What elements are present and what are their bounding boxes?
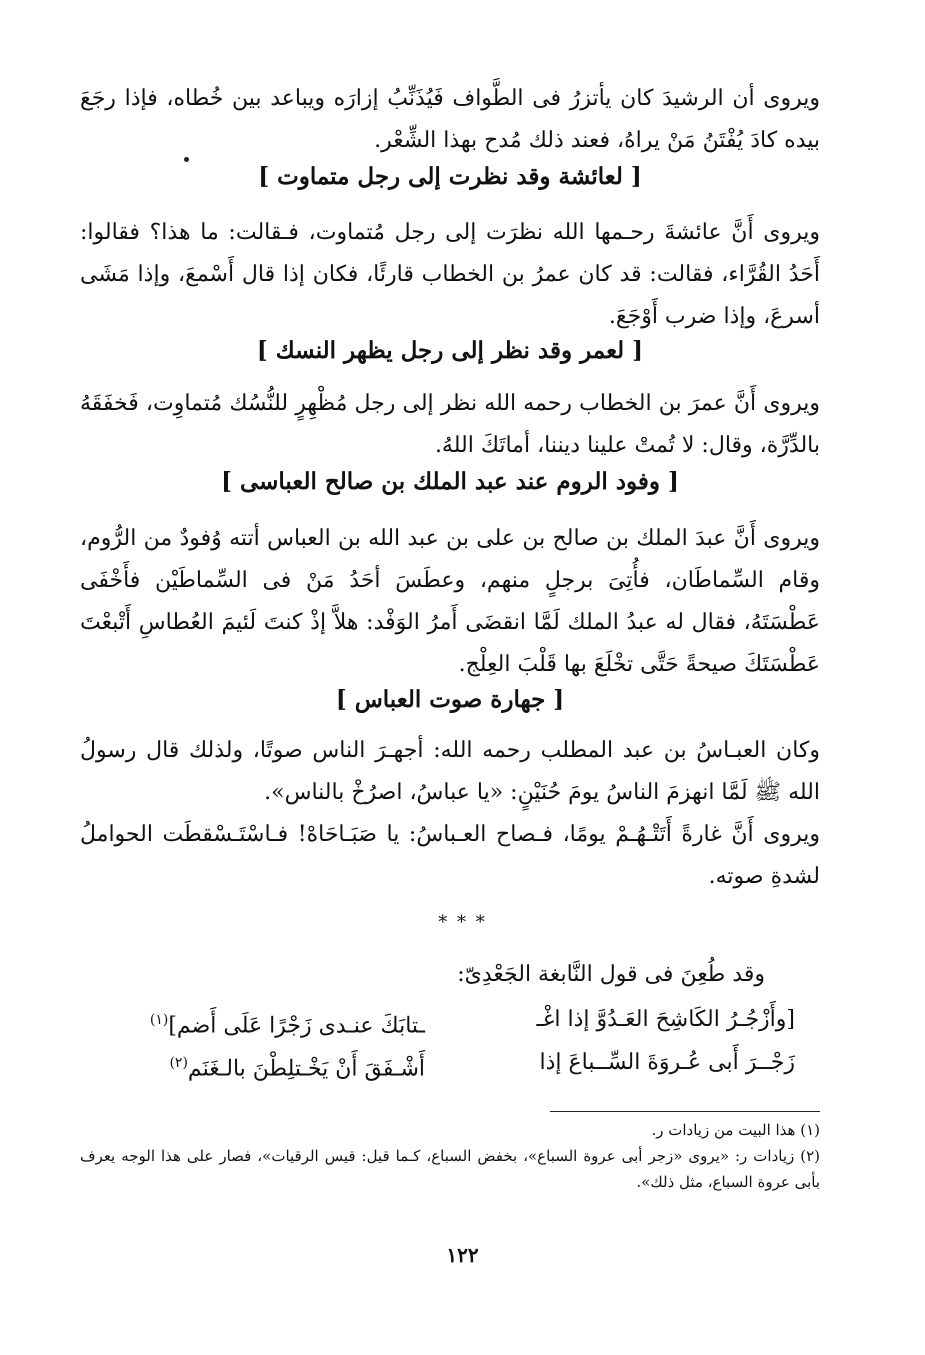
footnote-marker: (٢) xyxy=(169,1055,188,1071)
paragraph-abbas-raid: ويروى أَنَّ غارةً أَتَتْـهُـمْ يومًا، فـصاح العـباسُ: يا صَبَـاحَاهْ! فـاسْتَـسْقطَت الحواملُ لشدةِ صوته. xyxy=(80,822,820,889)
footnote-marker: (١) xyxy=(149,1012,169,1028)
page-number: ١٢٢ xyxy=(446,1243,479,1267)
paragraph-aisha: ويروى أَنَّ عائشةَ رحـمها الله نظرَت إلى رجل مُتماوت، فـقالت: ما هذا؟ فقالوا: أَحَدُ القُرَّاء، فقالت: قد كان عمرُ بن الخطاب قارئًا، فكان إذا قال أَسْمعَ، وإذا مَشَى أسرعَ، وإذا ضرب أَوْجَعَ. xyxy=(80,220,820,329)
section-separator: * * * xyxy=(438,912,487,933)
verse-first-hemistich: [وأَزْجُـرُ الكَاشِحَ العَـدُوَّ إذا اغْـ xyxy=(536,1007,795,1032)
paragraph-omar: ويروى أَنَّ عمرَ بن الخطاب رحمه الله نظر إلى رجل مُظْهِرٍ للنُّسُك مُتماوِت، فَخفَقَهُ بالدِّرَّة، وقال: لا تُمتْ علينا ديننا، أماتَكَ اللهُ. xyxy=(80,391,820,458)
verse-line xyxy=(95,1043,795,1083)
verse-second-text: أَشْـفَقَ أَنْ يَخْـتلِطْنَ بالـغَنَم xyxy=(187,1056,425,1082)
heading-omar: [ لعمر وقد نظر إلى رجل يظهر النسك ] xyxy=(256,337,644,364)
verse-line xyxy=(95,1000,795,1040)
verse-second-hemistich xyxy=(95,1000,425,1046)
footnote-1: (١) هذا البيت من زيادات ر. xyxy=(651,1121,820,1139)
verse-intro: وقد طُعِنَ فى قول النَّابغة الجَعْدِىّ: xyxy=(457,962,765,987)
footnote-divider xyxy=(550,1111,820,1112)
paragraph-roman-delegation: ويروى أَنَّ عبدَ الملك بن صالح بن على بن عبد الله بن العباس أتته وُفودٌ من الرُّوم، وقام السِّماطَان، فأُتِىَ برجلٍ منهم، وعطَسَ أحَدُ مَنْ فى السِّماطَيْن فأَخْفَى عَطْسَتَهُ، فقال له عبدُ الملك لَمَّا انقضَى أَمرُ الوَفْد: هلاَّ إذْ كنتَ لَئيمَ العُطاسِ أَتْبعْتَ عَطْسَتَكَ صيحةً حَتَّى تخْلَعَ بها قَلْبَ العِلْج. xyxy=(80,526,820,677)
paragraph-rashid: ويروى أن الرشيدَ كان يأتزرُ فى الطَّواف فَيُذَنِّبُ إزارَه ويباعد بين خُطاه، فإذا رجَعَ بيده كادَ يُفْتَنُ مَنْ يراهُ، فعند ذلك مُدح بهذا الشِّعْر. xyxy=(80,86,820,153)
heading-aisha: [ لعائشة وقد نظرت إلى رجل متماوت ] xyxy=(258,163,642,190)
heading-abbas-voice: [ جهارة صوت العباس ] xyxy=(335,686,565,713)
paragraph-abbas-voice: وكان العبـاسُ بن عبد المطلب رحمه الله: أجهـرَ الناس صوتًا، ولذلك قال رسولُ الله ﷺ لَمَّا انهزمَ الناسُ يومَ حُنَيْنٍ: «يا عباسُ، اصرُخْ بالناس». xyxy=(80,738,820,805)
verse-second-hemistich xyxy=(95,1043,425,1089)
footnote-2: (٢) زيادات ر: «يروى «زجر أبى عروة السباع»، بخفض السباع، كـما قيل: قيس الرقيات»، فصار على هذا الوجه يعرف بأبى عروة السباع، مثل ذلك». xyxy=(80,1147,820,1191)
verse-second-text: ـتابَكَ عنـدى زَجْرًا عَلَى أَضم] xyxy=(168,1013,425,1039)
verse-first-hemistich: زَجْــرَ أَبى عُـروَةَ السِّــباعَ إذا xyxy=(539,1050,795,1075)
heading-roman-delegation: [ وفود الروم عند عبد الملك بن صالح العباسى ] xyxy=(221,468,679,495)
